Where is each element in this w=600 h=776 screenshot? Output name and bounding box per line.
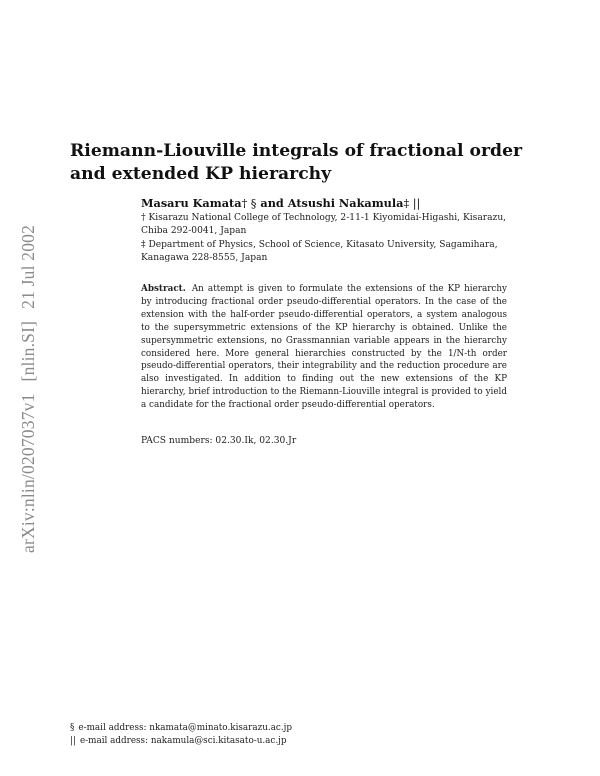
affiliation: ‡ Department of Physics, School of Science, Kitasato University, Sagamihara, Kanagawa 228-8555, Japan (141, 240, 498, 264)
author-connector: and (260, 196, 284, 210)
author-line (141, 196, 420, 210)
arxiv-identifier-stamp (18, 183, 39, 553)
footnote-email (70, 736, 287, 746)
author-affiliation-marks: ‡ || (403, 197, 421, 210)
arxiv-date: 21 Jul 2002 (18, 224, 38, 309)
pacs-numbers: PACS numbers: 02.30.Ik, 02.30.Jr (141, 436, 297, 446)
affiliation: † Kisarazu National College of Technology, 2-11-1 Kiyomidai-Higashi, Kisarazu, Chiba 292-0041, Japan (141, 213, 507, 237)
author-name: Masaru Kamata (141, 196, 242, 210)
abstract-text: An attempt is given to formulate the extensions of the KP hierarchy by introducing fractional order pseudo-differential operators. In the case of the extension with the half-order pseudo-differential operators, a system analogous to the supersymmetric extensions of the KP hierarchy is obtained. Unlike the supersymmetric extensions, no Grassmannian variable appears in the hierarchy considered here. More general hierarchies constructed by the 1/N-th order pseudo-differential operators, their integrability and the reduction procedure are also investigated. In addition to finding out the new extensions of the KP hierarchy, brief introduction to the Riemann-Liouville integral is provided to yield a candidate for the fractional order pseudo-differential operators. (141, 284, 507, 411)
author-name: Atsushi Nakamula (287, 196, 404, 210)
footnote-email (70, 723, 292, 733)
abstract (141, 283, 507, 412)
footnote-text: e-mail address: nkamata@minato.kisarazu.ac.jp (78, 723, 293, 733)
paper-title: Riemann-Liouville integrals of fractional order and extended KP hierarchy (70, 141, 523, 184)
abstract-label: Abstract. (141, 284, 186, 294)
arxiv-category: [nlin.SI] (18, 320, 38, 382)
footnote-text: e-mail address: nakamula@sci.kitasato-u.ac.jp (79, 736, 287, 746)
arxiv-id: arXiv:nlin/0207037v1 (18, 393, 38, 553)
footnote-mark: § (70, 723, 75, 733)
footnote-mark: || (70, 736, 76, 746)
author-affiliation-marks: † § (241, 197, 257, 210)
